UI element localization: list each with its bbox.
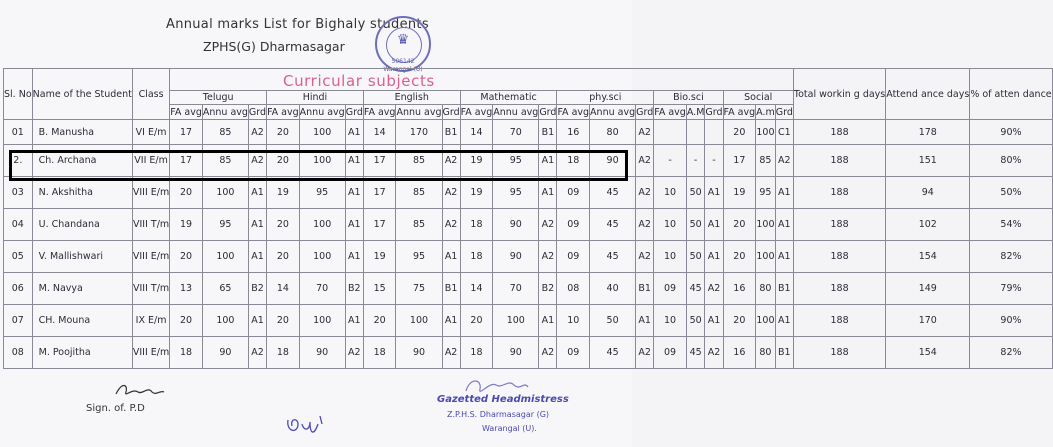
row-mark: A2 — [345, 337, 363, 369]
row-mark: 20 — [363, 305, 396, 337]
row-mark: A1 — [248, 209, 266, 241]
row-mark: A2 — [539, 241, 557, 273]
subject-subhead: FA avg — [170, 106, 202, 118]
row-mark: 19 — [460, 177, 493, 209]
row-mark: 45 — [686, 337, 705, 369]
row-mark: 90 — [202, 337, 248, 369]
row-mark: 18 — [363, 337, 396, 369]
row-mark: 17 — [363, 209, 396, 241]
row-mark: A1 — [345, 145, 363, 177]
row-mark: A2 — [442, 177, 460, 209]
row-mark: A1 — [539, 145, 557, 177]
row-mark: B1 — [775, 273, 793, 305]
subject-head-6: Social — [723, 91, 793, 105]
row-mark: - — [686, 145, 705, 177]
row-mark: 18 — [460, 241, 493, 273]
row-mark: 19 — [723, 177, 756, 209]
row-mark: A2 — [636, 120, 654, 145]
row-mark: 90 — [299, 337, 345, 369]
subject-subhead: A.m — [756, 106, 775, 118]
row-class: VIII E/m — [132, 241, 169, 273]
row-mark: 08 — [557, 273, 590, 305]
row-mark: 18 — [460, 337, 493, 369]
row-mark: 14 — [460, 120, 493, 145]
row-mark: 95 — [396, 241, 442, 273]
row-mark: 19 — [267, 177, 300, 209]
subject-head-5: Bio.sci — [654, 91, 723, 105]
row-mark: 18 — [170, 337, 203, 369]
row-mark: 50 — [590, 305, 636, 337]
row-student-name: B. Manusha — [32, 120, 132, 145]
row-working-days: 188 — [793, 177, 885, 209]
row-mark: 70 — [493, 120, 539, 145]
pd-signature-label: Sign. of. P.D — [86, 403, 145, 414]
row-mark: 85 — [396, 145, 442, 177]
col-head-attended-days: Attend ance days — [886, 69, 970, 120]
row-working-days: 188 — [793, 273, 885, 305]
row-mark: 90 — [493, 241, 539, 273]
subject-subhead: FA avg — [460, 106, 493, 118]
row-serial: 03 — [4, 177, 33, 209]
col-head-name: Name of the Student — [32, 69, 132, 120]
row-mark: A1 — [636, 305, 654, 337]
row-mark: A2 — [705, 337, 723, 369]
row-mark: 17 — [723, 145, 756, 177]
row-student-name: U. Chandana — [32, 209, 132, 241]
row-attendance-pct: 50% — [970, 177, 1052, 209]
row-mark: 09 — [557, 177, 590, 209]
row-mark: 170 — [396, 120, 442, 145]
row-serial: 06 — [4, 273, 33, 305]
row-mark: A1 — [705, 241, 723, 273]
row-serial: 2. — [4, 145, 33, 177]
headmistress-school: Z.P.H.S. Dharmasagar (G) — [447, 410, 550, 419]
row-mark: A1 — [248, 305, 266, 337]
row-working-days: 188 — [793, 209, 885, 241]
subject-subhead: FA avg — [557, 106, 590, 118]
subject-subhead: FA avg — [363, 106, 396, 118]
row-serial: 07 — [4, 305, 33, 337]
row-mark: - — [705, 145, 723, 177]
row-mark: 100 — [202, 241, 248, 273]
row-mark: A1 — [345, 209, 363, 241]
row-mark: 10 — [557, 305, 590, 337]
row-mark: 45 — [590, 177, 636, 209]
row-mark: C1 — [775, 120, 793, 145]
row-mark: 20 — [267, 241, 300, 273]
row-mark: - — [654, 145, 687, 177]
row-mark: 18 — [557, 145, 590, 177]
row-mark: 14 — [460, 273, 493, 305]
row-class: IX E/m — [132, 305, 169, 337]
row-mark: A2 — [248, 145, 266, 177]
row-mark: A2 — [248, 337, 266, 369]
seal-place: Warangal (U) — [383, 66, 423, 73]
row-mark: 100 — [299, 305, 345, 337]
row-student-name: N. Akshitha — [32, 177, 132, 209]
row-mark: 100 — [299, 145, 345, 177]
row-mark: 17 — [363, 145, 396, 177]
row-mark: 19 — [170, 209, 203, 241]
subject-subhead: Grd — [248, 106, 267, 118]
row-class: VIII E/m — [132, 177, 169, 209]
row-class: VIII T/m — [132, 209, 169, 241]
row-mark: A2 — [248, 120, 266, 145]
row-attendance-pct: 90% — [970, 305, 1052, 337]
row-mark: 09 — [654, 273, 687, 305]
row-attendance-pct: 90% — [970, 120, 1052, 145]
row-mark: 100 — [396, 305, 442, 337]
pd-signature — [112, 380, 166, 402]
row-mark: A1 — [442, 305, 460, 337]
subject-subhead: Grd — [539, 106, 557, 118]
row-mark: 90 — [590, 145, 636, 177]
row-mark: 20 — [723, 241, 756, 273]
marks-table — [3, 68, 1053, 369]
row-mark: B1 — [636, 273, 654, 305]
row-mark: 20 — [170, 177, 203, 209]
subject-subhead: FA avg — [267, 106, 299, 118]
row-mark: 90 — [493, 337, 539, 369]
subject-subhead: Annu avg — [396, 106, 442, 118]
row-mark — [654, 120, 687, 145]
subject-subhead: FA avg — [723, 106, 756, 118]
row-mark: 80 — [756, 273, 776, 305]
row-mark: 100 — [299, 209, 345, 241]
subject-subhead: Annu avg — [202, 106, 248, 118]
row-working-days: 188 — [793, 145, 885, 177]
row-mark: A1 — [705, 177, 723, 209]
table-row — [4, 241, 1053, 273]
row-mark: 20 — [723, 209, 756, 241]
row-mark: A1 — [775, 305, 793, 337]
row-mark: 95 — [299, 177, 345, 209]
row-mark: 100 — [299, 241, 345, 273]
row-mark: B1 — [442, 120, 460, 145]
table-row — [4, 209, 1053, 241]
row-mark: A1 — [442, 241, 460, 273]
row-mark: 75 — [396, 273, 442, 305]
row-mark: 100 — [756, 305, 776, 337]
row-mark: 80 — [756, 337, 776, 369]
row-mark: 19 — [460, 145, 493, 177]
row-mark: 18 — [460, 209, 493, 241]
row-mark: 85 — [396, 209, 442, 241]
row-student-name: Ch. Archana — [32, 145, 132, 177]
row-mark: A2 — [539, 337, 557, 369]
row-student-name: M. Poojitha — [32, 337, 132, 369]
row-mark: 100 — [756, 241, 776, 273]
row-mark: A1 — [775, 241, 793, 273]
row-mark: 16 — [723, 273, 756, 305]
row-serial: 08 — [4, 337, 33, 369]
subject-subhead: Grd — [705, 106, 723, 118]
row-mark: 20 — [170, 305, 203, 337]
row-mark: 09 — [654, 337, 687, 369]
row-mark: A1 — [345, 305, 363, 337]
subject-subhead: Annu avg — [590, 106, 636, 118]
subject-subhead: Grd — [345, 106, 363, 118]
row-mark: B2 — [248, 273, 266, 305]
col-head-working-days: Total workin g days — [793, 69, 885, 120]
row-mark — [686, 120, 705, 145]
row-mark: 100 — [756, 209, 776, 241]
row-serial: 01 — [4, 120, 33, 145]
row-mark: A2 — [775, 145, 793, 177]
row-mark: A1 — [705, 209, 723, 241]
row-mark: 10 — [654, 241, 687, 273]
row-mark: 100 — [202, 177, 248, 209]
row-mark: 14 — [363, 120, 396, 145]
row-mark: 10 — [654, 177, 687, 209]
row-attendance-pct: 79% — [970, 273, 1052, 305]
row-mark: 50 — [686, 305, 705, 337]
row-mark: 10 — [654, 209, 687, 241]
row-mark: 80 — [590, 120, 636, 145]
row-attendance-pct: 82% — [970, 241, 1052, 273]
row-mark: 95 — [756, 177, 776, 209]
table-row — [4, 120, 1053, 145]
row-working-days: 188 — [793, 337, 885, 369]
row-mark: A2 — [705, 273, 723, 305]
row-mark: A1 — [345, 120, 363, 145]
row-attended-days: 154 — [886, 241, 970, 273]
row-mark: 50 — [686, 209, 705, 241]
subject-subhead: Grd — [775, 106, 793, 118]
row-mark: 100 — [756, 120, 776, 145]
row-mark: A1 — [248, 241, 266, 273]
row-mark: 17 — [363, 177, 396, 209]
row-mark: A1 — [705, 305, 723, 337]
col-head-sl: Sl. No — [4, 69, 33, 120]
row-mark: 20 — [267, 305, 300, 337]
row-mark: B1 — [539, 120, 557, 145]
row-mark: A1 — [775, 177, 793, 209]
row-mark: 90 — [493, 209, 539, 241]
row-class: VII E/m — [132, 145, 169, 177]
row-mark: 17 — [170, 120, 203, 145]
row-attended-days: 151 — [886, 145, 970, 177]
row-mark: 65 — [202, 273, 248, 305]
row-mark: 95 — [202, 209, 248, 241]
headmistress-title: Gazetted Headmistress — [437, 394, 569, 405]
headmistress-place: Warangal (U). — [482, 424, 537, 433]
row-mark: 90 — [396, 337, 442, 369]
row-student-name: M. Navya — [32, 273, 132, 305]
subject-head-4: phy.sci — [557, 91, 654, 105]
row-mark: 20 — [170, 241, 203, 273]
row-mark: 85 — [756, 145, 776, 177]
row-mark: 95 — [493, 145, 539, 177]
school-seal-stamp — [375, 16, 431, 72]
row-mark: 50 — [686, 241, 705, 273]
row-class: VI E/m — [132, 120, 169, 145]
row-attended-days: 102 — [886, 209, 970, 241]
row-mark: 16 — [723, 337, 756, 369]
row-mark: 100 — [202, 305, 248, 337]
row-mark: 95 — [493, 177, 539, 209]
row-mark: A2 — [636, 337, 654, 369]
row-mark: 85 — [202, 145, 248, 177]
row-attended-days: 154 — [886, 337, 970, 369]
document-title: Annual marks List for Bighaly students — [166, 17, 429, 32]
row-mark: A1 — [539, 177, 557, 209]
row-mark: A2 — [636, 177, 654, 209]
row-mark: 50 — [686, 177, 705, 209]
row-class: VIII T/m — [132, 273, 169, 305]
handwritten-initials — [284, 410, 330, 438]
subject-head-3: Mathematic — [460, 91, 557, 105]
row-working-days: 188 — [793, 241, 885, 273]
row-attended-days: 178 — [886, 120, 970, 145]
row-attendance-pct: 54% — [970, 209, 1052, 241]
subject-head-1: Hindi — [267, 91, 364, 105]
row-mark: A2 — [539, 209, 557, 241]
subject-subhead: Grd — [636, 106, 654, 118]
row-class: VIII E/m — [132, 337, 169, 369]
school-name: ZPHS(G) Dharmasagar — [203, 39, 345, 54]
row-attended-days: 149 — [886, 273, 970, 305]
row-mark: A1 — [248, 177, 266, 209]
table-row — [4, 305, 1053, 337]
curricular-heading: Curricular subjects — [283, 72, 435, 90]
row-mark: B1 — [775, 337, 793, 369]
row-mark: 45 — [590, 337, 636, 369]
subject-head-0: Telugu — [170, 91, 267, 105]
row-mark: 16 — [557, 120, 590, 145]
row-serial: 04 — [4, 209, 33, 241]
row-mark: 70 — [299, 273, 345, 305]
row-mark: A2 — [636, 209, 654, 241]
row-mark: 40 — [590, 273, 636, 305]
table-row — [4, 273, 1053, 305]
col-head-attendance-pct: % of atten dance — [970, 69, 1052, 120]
subject-subhead: Annu avg — [299, 106, 345, 118]
row-mark: A1 — [539, 305, 557, 337]
row-mark: B1 — [442, 273, 460, 305]
row-mark: 19 — [363, 241, 396, 273]
row-mark: 20 — [460, 305, 493, 337]
row-mark: 70 — [493, 273, 539, 305]
row-mark: 100 — [493, 305, 539, 337]
curricular-band — [170, 69, 794, 91]
row-student-name: V. Mallishwari — [32, 241, 132, 273]
row-mark: A1 — [775, 209, 793, 241]
row-mark: 09 — [557, 337, 590, 369]
subject-subhead: Annu avg — [493, 106, 539, 118]
row-mark: 45 — [590, 241, 636, 273]
row-attendance-pct: 80% — [970, 145, 1052, 177]
row-mark: B2 — [345, 273, 363, 305]
row-working-days: 188 — [793, 120, 885, 145]
row-mark: 09 — [557, 241, 590, 273]
row-mark: 100 — [299, 120, 345, 145]
row-mark: 20 — [723, 305, 756, 337]
table-row — [4, 177, 1053, 209]
row-mark: 85 — [202, 120, 248, 145]
row-mark: 20 — [267, 120, 300, 145]
row-mark: 18 — [267, 337, 300, 369]
row-mark: A2 — [442, 145, 460, 177]
row-working-days: 188 — [793, 305, 885, 337]
row-mark: A1 — [345, 177, 363, 209]
emblem-icon: ♛ — [396, 32, 410, 48]
row-mark: 15 — [363, 273, 396, 305]
row-attendance-pct: 82% — [970, 337, 1052, 369]
row-mark: A2 — [636, 241, 654, 273]
row-mark: 45 — [590, 209, 636, 241]
row-mark: A2 — [442, 337, 460, 369]
row-serial: 05 — [4, 241, 33, 273]
col-head-class: Class — [132, 69, 169, 120]
row-mark: 13 — [170, 273, 203, 305]
row-mark: 20 — [723, 120, 756, 145]
subject-subhead: A.M — [686, 106, 705, 118]
seal-code: 506142 — [391, 58, 415, 65]
row-mark: 20 — [267, 145, 300, 177]
row-mark — [705, 120, 723, 145]
row-mark: A2 — [636, 145, 654, 177]
subject-subhead: FA avg — [654, 106, 686, 118]
subject-head-2: English — [363, 91, 460, 105]
row-student-name: CH. Mouna — [32, 305, 132, 337]
row-mark: 45 — [686, 273, 705, 305]
highlight-box — [9, 150, 628, 181]
row-mark: 17 — [170, 145, 203, 177]
subject-subhead: Grd — [442, 106, 460, 118]
row-mark: 85 — [396, 177, 442, 209]
row-mark: A1 — [345, 241, 363, 273]
row-attended-days: 170 — [886, 305, 970, 337]
row-attended-days: 94 — [886, 177, 970, 209]
row-mark: 14 — [267, 273, 300, 305]
row-mark: 10 — [654, 305, 687, 337]
row-mark: 20 — [267, 209, 300, 241]
row-mark: B2 — [539, 273, 557, 305]
row-mark: A2 — [442, 209, 460, 241]
row-mark: 09 — [557, 209, 590, 241]
table-row — [4, 337, 1053, 369]
